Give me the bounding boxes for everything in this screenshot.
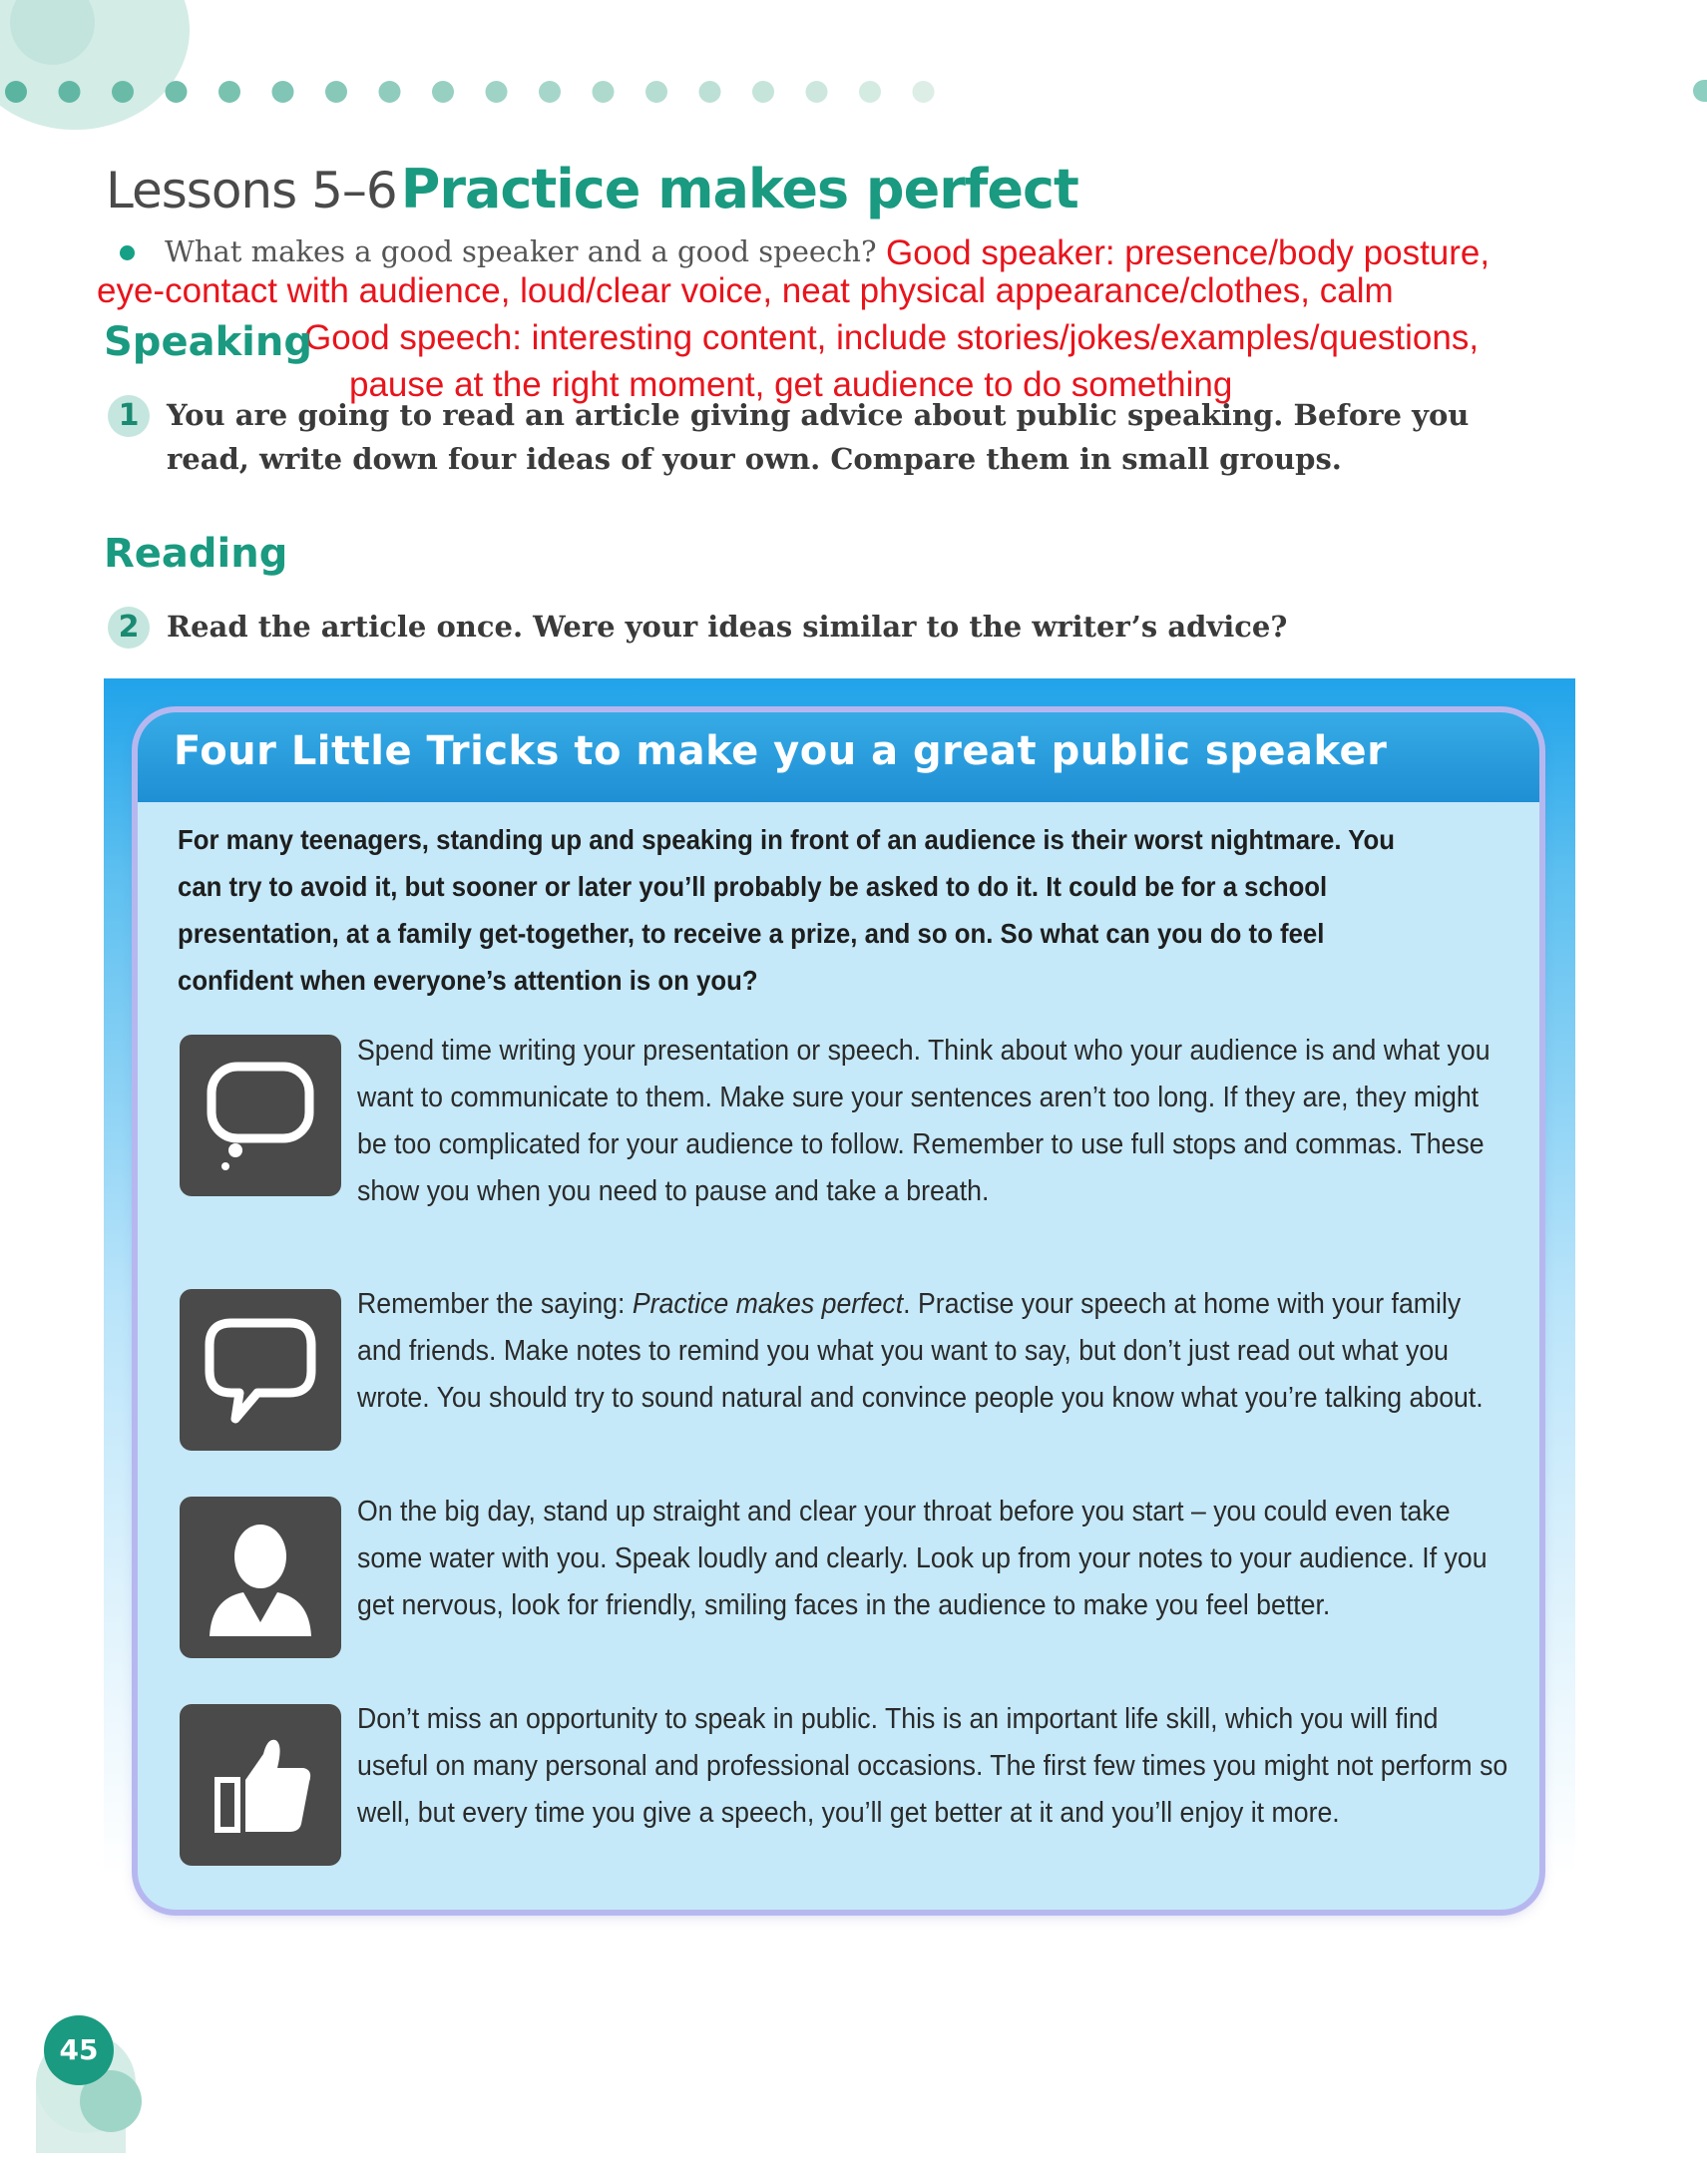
- dot: [593, 81, 615, 103]
- exercise-number-1: 1: [108, 395, 150, 437]
- dot: [699, 81, 721, 103]
- speaking-heading: Speaking: [104, 319, 312, 365]
- exercise-1-line-2: read, write down four ideas of your own. Compare them in small groups.: [167, 442, 1342, 476]
- dot: [913, 81, 935, 103]
- tip-1-text: Spend time writing your presentation or speech. Think about who your audience is and what you want to communicate to them. Make sure your sentences aren’t too long. If they are, they might be too complicated for your audience to follow. Remember to use full stops and commas. These show you when you need to pause and take a breath.: [357, 1035, 1491, 1207]
- dot: [486, 81, 508, 103]
- dot: [432, 81, 454, 103]
- speech-bubble-icon: [180, 1289, 341, 1451]
- tip-2-saying: Practice makes perfect: [632, 1288, 904, 1320]
- article-intro: For many teenagers, standing up and speaking in front of an audience is their worst nightmare. You can try to avoid it, but sooner or later you’ll probably be asked to do it. It could be for a school presentation, at a family get-together, to receive a prize, and so on. So what can you do to feel confident when everyone’s attention is on you?: [178, 824, 1395, 996]
- exercise-2-text: Read the article once. Were your ideas similar to the writer’s advice?: [167, 610, 1288, 644]
- warmup-question: What makes a good speaker and a good speech?: [165, 234, 877, 268]
- dot: [645, 81, 667, 103]
- tip-2-text: [357, 1281, 1509, 1422]
- tip-2-text-start: Remember the saying:: [357, 1288, 633, 1320]
- dot: [5, 81, 27, 103]
- dot: [752, 81, 774, 103]
- reading-heading: Reading: [104, 531, 288, 577]
- dot: [806, 81, 828, 103]
- article-header: [138, 712, 1539, 802]
- annotation-speaker-1: Good speaker: presence/body posture,: [886, 233, 1491, 272]
- exercise-1-line-1: You are going to read an article giving advice about public speaking. Before you: [167, 398, 1470, 432]
- exercise-1-text: [167, 393, 1469, 481]
- exercise-number-2: 2: [108, 607, 150, 649]
- dot: [859, 81, 881, 103]
- dot: [166, 81, 188, 103]
- thumbs-up-icon: [180, 1704, 341, 1866]
- annotation-speaker-2: eye-contact with audience, loud/clear voice, neat physical appearance/clothes, calm: [97, 271, 1394, 310]
- annotation-speech-1: Good speech: interesting content, include stories/jokes/examples/questions,: [304, 318, 1480, 357]
- page-number: 45: [44, 2015, 114, 2085]
- annotation-speech-2: pause at the right moment, get audience to do something: [349, 365, 1233, 404]
- tip-2-text-end: . Practise your speech at home with your family and friends. Make notes to remind you what you want to say, but don’t just read out what you wrote. You should try to sound natural and convince people you know what you’re talking about.: [357, 1288, 1484, 1414]
- dot: [539, 81, 561, 103]
- dot: [218, 81, 240, 103]
- dot: [379, 81, 401, 103]
- thought-bubble-icon: [180, 1035, 341, 1196]
- dot: [272, 81, 294, 103]
- tip-3-text: On the big day, stand up straight and clear your throat before you start – you could even take some water with you. Speak loudly and clearly. Look up from your notes to your audience. If you get nervous, look for friendly, smiling faces in the audience to make you feel better.: [357, 1496, 1488, 1621]
- dot-edge-decoration: [1693, 80, 1707, 102]
- lessons-label: Lessons 5–6: [106, 162, 397, 219]
- article-title: Four Little Tricks to make you a great public speaker: [174, 728, 1388, 774]
- dot: [112, 81, 134, 103]
- tip-4-text: Don’t miss an opportunity to speak in public. This is an important life skill, which you will find useful on many personal and professional occasions. The first few times you might not perform so well, but every time you give a speech, you’ll get better at it and you’ll enjoy it more.: [357, 1703, 1508, 1829]
- bullet-icon: [120, 245, 135, 260]
- dot: [325, 81, 347, 103]
- dot-row-decoration: [0, 77, 958, 107]
- dot: [59, 81, 81, 103]
- page-title: [106, 158, 1078, 220]
- lesson-title: Practice makes perfect: [400, 158, 1078, 220]
- person-icon: [180, 1497, 341, 1658]
